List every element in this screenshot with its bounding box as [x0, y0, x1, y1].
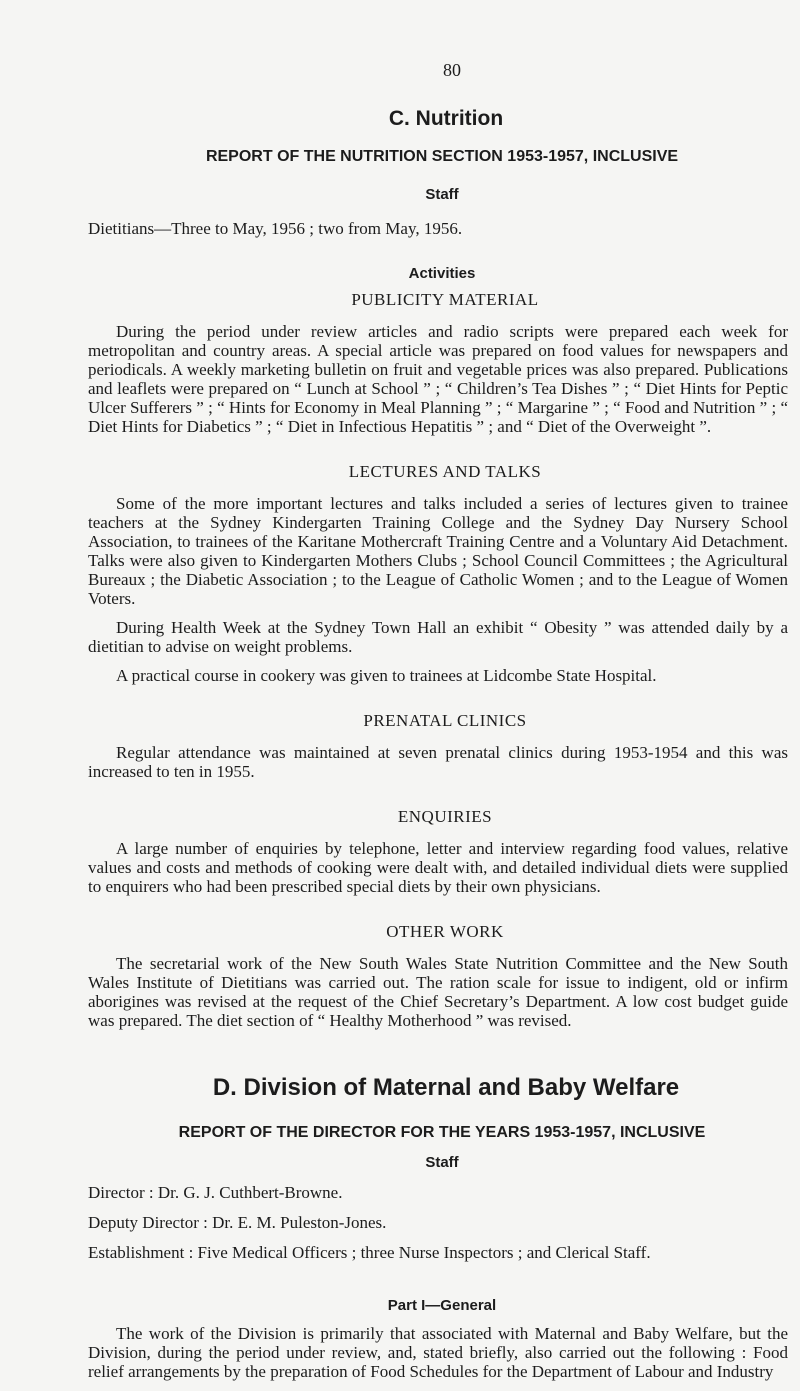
- other-work-paragraph: The secretarial work of the New South Wales State Nutrition Committee and the New South Wales Institute of Dietitians was carried out. The ration scale for issue to indigent, old or infirm aborigines was revised at the request of the Chief Secretary’s Department. A low cost budget guide was prepared. The diet section of “ Healthy Motherhood ” was revised.: [88, 954, 788, 1030]
- section-c-title: C. Nutrition: [388, 107, 504, 130]
- part-one-paragraph: The work of the Division is primarily that associated with Maternal and Baby Welfare, but the Division, during the period under review, and, stated briefly, also carried out the following : Food relief arrangements by the preparation of Food Schedules for the Department of Labour and Industry: [88, 1324, 788, 1381]
- lectures-heading: LECTURES AND TALKS: [348, 462, 542, 481]
- publicity-heading: PUBLICITY MATERIAL: [351, 290, 539, 309]
- lectures-paragraph-3: A practical course in cookery was given to trainees at Lidcombe State Hospital.: [116, 666, 657, 685]
- lectures-paragraph-2: During Health Week at the Sydney Town Hall an exhibit “ Obesity ” was attended daily by a dietitian to advise on weight problems.: [88, 618, 788, 656]
- lectures-paragraph-1: Some of the more important lectures and talks included a series of lectures given to trainee teachers at the Sydney Kindergarten Training College and the Sydney Day Nursery School Association, to trainees of the Karitane Mothercraft Training Centre and a Voluntary Aid Detachment. Talks were also given to Kindergarten Mothers Clubs ; School Council Committees ; the Agricultural Bureaux ; the Diabetic Association ; to the League of Catholic Women ; and to the League of Women Voters.: [88, 494, 788, 608]
- publicity-paragraph: During the period under review articles and radio scripts were prepared each week for metropolitan and country areas. A special article was prepared on food values for newspapers and periodicals. A weekly marketing bulletin on fruit and vegetable prices was also prepared. Publications and leaflets were prepared on “ Lunch at School ” ; “ Children’s Tea Dishes ” ; “ Diet Hints for Peptic Ulcer Sufferers ” ; “ Hints for Economy in Meal Planning ” ; “ Margarine ” ; “ Food and Nutrition ” ; “ Diet Hints for Diabetics ” ; “ Diet in Infectious Hepatitis ” ; and “ Diet of the Overweight ”.: [88, 322, 788, 436]
- enquiries-heading: ENQUIRIES: [397, 807, 493, 826]
- dietitians-line: Dietitians—Three to May, 1956 ; two from May, 1956.: [88, 219, 463, 238]
- page-number: 80: [443, 60, 461, 80]
- section-d-title: D. Division of Maternal and Baby Welfare: [212, 1074, 680, 1101]
- division-staff-heading: Staff: [425, 1154, 459, 1171]
- nutrition-staff-heading: Staff: [425, 186, 459, 203]
- director-line: Director : Dr. G. J. Cuthbert-Browne.: [88, 1183, 343, 1202]
- document-page: [88, 60, 788, 1391]
- nutrition-report-title: REPORT OF THE NUTRITION SECTION 1953-1957, INCLUSIVE: [205, 148, 679, 165]
- deputy-director-line: Deputy Director : Dr. E. M. Puleston-Jones.: [88, 1213, 387, 1232]
- prenatal-paragraph: Regular attendance was maintained at seven prenatal clinics during 1953-1954 and this was increased to ten in 1955.: [88, 743, 788, 781]
- prenatal-heading: PRENATAL CLINICS: [363, 711, 527, 730]
- activities-heading: Activities: [408, 265, 476, 282]
- establishment-line: Establishment : Five Medical Officers ; three Nurse Inspectors ; and Clerical Staff.: [88, 1243, 651, 1262]
- director-report-title: REPORT OF THE DIRECTOR FOR THE YEARS 1953-1957, INCLUSIVE: [178, 1124, 706, 1141]
- enquiries-paragraph: A large number of enquiries by telephone, letter and interview regarding food values, relative values and costs and methods of cooking were dealt with, and detailed individual diets were supplied to enquirers who had been prescribed special diets by their own physicians.: [88, 839, 788, 896]
- part-one-heading: Part I—General: [387, 1297, 497, 1314]
- other-work-heading: OTHER WORK: [386, 922, 504, 941]
